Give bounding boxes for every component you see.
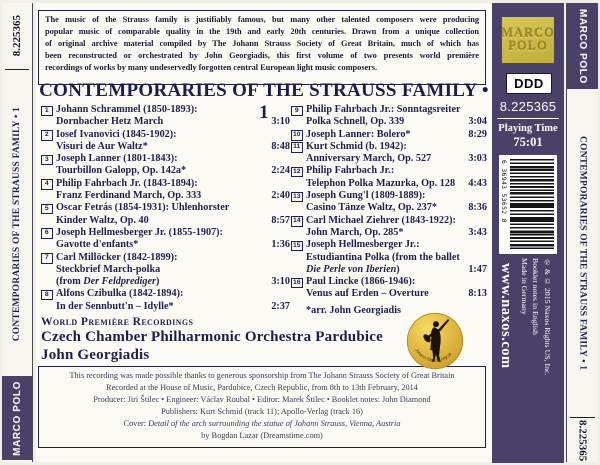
track-line <box>56 141 290 153</box>
track-line <box>56 239 290 251</box>
track-text <box>306 141 407 153</box>
track-line <box>306 288 487 300</box>
catalog-number: 8.225365 <box>576 419 589 462</box>
track-line <box>56 165 290 177</box>
text-segment: by Bogdan Lazar (Dreamstime.com) <box>201 430 323 440</box>
naxos-website: www.naxos.com <box>498 263 514 369</box>
track-text <box>56 215 149 227</box>
track-line <box>56 129 290 141</box>
track-number-box: 12 <box>291 167 303 178</box>
text-segment: Tourbillon Galopp, Op. 142a* <box>56 165 187 177</box>
right-info-panel <box>492 3 564 463</box>
credit-line <box>39 418 485 430</box>
track-line <box>306 190 487 202</box>
track-line <box>306 264 487 276</box>
track-line <box>306 276 487 288</box>
stamp-url-text: Johann-Strauss.org.uk <box>414 347 453 363</box>
track-item <box>41 178 290 203</box>
track-text <box>56 165 186 177</box>
logo-line-2: POLO <box>508 39 548 53</box>
track-time: 1:36 <box>271 239 290 251</box>
track-text <box>56 178 198 190</box>
track-item <box>291 276 487 301</box>
italic-text: Der Feldprediger <box>83 276 156 288</box>
text-segment: Alfons Czibulka (1842-1894): <box>56 288 184 300</box>
track-time: 8:48 <box>271 140 290 152</box>
track-item <box>291 190 487 215</box>
barcode <box>499 155 557 254</box>
track-text <box>56 252 177 264</box>
track-text <box>306 190 425 202</box>
left-spine <box>2 3 33 462</box>
track-number-box: 15 <box>291 241 303 252</box>
track-number-box: 13 <box>291 192 303 203</box>
track-text <box>56 190 201 202</box>
track-number-box: 3 <box>41 155 53 166</box>
track-column-right <box>291 104 487 316</box>
track-text <box>306 252 460 264</box>
booklet-note: Booklet notes in English <box>531 258 540 335</box>
text-segment: Steckbrief March-polka <box>56 263 161 275</box>
made-in-note: Made in Germany <box>520 258 529 315</box>
track-text <box>306 165 394 177</box>
text-segment: Iosef Ivanovici (1845-1902): <box>56 128 177 140</box>
track-item <box>291 215 487 240</box>
text-segment: ) <box>396 263 400 275</box>
text-segment: Kurt Schmid (b. 1942): <box>306 140 407 152</box>
italic-text: Detail of the arch surrounding the statue of Johann Strauss, Vienna, Austria <box>148 418 401 428</box>
logo-line-1: MARCO <box>501 26 555 40</box>
italic-text: Die Perle von Iberien <box>306 263 397 275</box>
text-segment: In der Sennbutt'n – Idylle* <box>56 300 174 312</box>
track-text <box>56 104 198 116</box>
track-item <box>291 104 487 129</box>
text-segment: Gavotte d'enfants* <box>56 239 139 251</box>
text-segment: Telephon Polka Mazurka, Op. 128 <box>306 177 456 189</box>
track-line <box>56 178 290 190</box>
credits-box <box>38 366 486 448</box>
track-time: 3:10 <box>271 116 290 128</box>
text-segment: Dornbacher Hetz March <box>56 116 164 128</box>
track-time: 8:36 <box>468 202 487 214</box>
track-line <box>306 178 487 190</box>
track-text <box>306 227 403 239</box>
left-spine-catalog-cell <box>2 5 32 67</box>
track-item <box>291 129 487 141</box>
track-text <box>306 104 461 116</box>
track-item <box>41 129 290 154</box>
catalog-number: 8.225365 <box>499 99 557 114</box>
track-text <box>56 288 183 300</box>
track-number-box: 8 <box>41 290 53 301</box>
right-spine <box>566 3 598 462</box>
track-item <box>291 141 487 166</box>
text-segment: (from <box>56 276 84 288</box>
track-number-box: 4 <box>41 179 53 190</box>
track-time: 1:47 <box>468 263 487 275</box>
track-text <box>56 116 163 128</box>
track-item <box>291 239 487 276</box>
track-number-box: 5 <box>41 204 53 215</box>
text-segment: Joseph Lanner (1801-1843): <box>56 153 178 165</box>
track-line <box>56 252 290 264</box>
track-text <box>306 276 415 288</box>
track-time: 4:43 <box>468 177 487 189</box>
track-item <box>41 153 290 178</box>
track-line <box>306 141 487 153</box>
track-number-box: 6 <box>41 228 53 239</box>
track-line <box>306 215 487 227</box>
track-item <box>41 252 290 289</box>
right-spine-catalog-cell <box>567 419 598 462</box>
text-segment: Philip Fahrbach Jr.: Sonntagsreiter <box>306 104 461 115</box>
track-text <box>306 288 429 300</box>
track-text <box>306 215 456 227</box>
credit-line <box>39 382 485 394</box>
track-text <box>56 141 148 153</box>
track-text <box>306 153 431 165</box>
playing-time-value: 75:01 <box>513 135 543 149</box>
track-number-box: 10 <box>291 130 303 141</box>
text-segment: ) <box>155 276 160 288</box>
intro-line: popular music of comparable quality in the 19th and early 20th centuries. Drawn from a unique collection <box>45 27 479 37</box>
marco-polo-gold-logo <box>502 17 554 63</box>
track-text <box>56 202 229 214</box>
track-column-left <box>41 104 290 313</box>
track-time: 8:13 <box>468 288 487 300</box>
track-number-box: 16 <box>291 278 303 289</box>
track-line <box>56 104 290 116</box>
track-line <box>306 153 487 165</box>
track-line <box>306 165 487 177</box>
track-line <box>56 116 290 128</box>
text-segment: Joseph Lanner: Bolero* <box>306 128 411 140</box>
text-segment: Franz Ferdinand March, Op. 333 <box>56 190 202 202</box>
text-segment: Polka Schnell, Op. 339 <box>306 116 405 128</box>
right-spine-title-cell <box>567 91 598 415</box>
track-time: 8:29 <box>468 128 487 140</box>
right-spine-brand-block <box>567 3 598 89</box>
track-line <box>56 264 290 276</box>
track-line <box>306 202 487 214</box>
track-text <box>56 239 138 251</box>
text-segment: Producer: Jiri Štilec • Engineer: Václav Roubal • Editor: Marek Štilec • Booklet notes: John Diamond <box>93 394 431 404</box>
barcode-digits: 6 36943 53652 0 <box>500 160 507 223</box>
track-text <box>56 264 160 276</box>
text-segment: Casino Tänze Waltz, Op. 237* <box>306 202 437 214</box>
track-text <box>306 116 404 128</box>
track-time: 2:40 <box>271 190 290 202</box>
track-number-box: 9 <box>291 106 303 117</box>
track-line <box>306 252 487 264</box>
track-line <box>306 104 487 116</box>
track-line <box>56 227 290 239</box>
barcode-bars <box>510 159 554 250</box>
text-segment: Publishers: Kurt Schmid (track 11); Apollo-Verlag (track 16) <box>161 406 363 416</box>
text-segment: Philip Fahrbach Jr.: <box>306 165 395 177</box>
track-text <box>306 178 455 190</box>
text-segment: Kinder Waltz, Op. 40 <box>56 214 149 226</box>
text-segment: Venus auf Erden – Overture <box>306 288 429 300</box>
text-segment: Johann Schrammel (1850-1893): <box>56 104 198 115</box>
divider <box>5 69 29 70</box>
orchestra-name: Czech Chamber Philharmonic Orchestra Pardubice <box>41 329 383 345</box>
text-segment: Joseph Gung'l (1809-1889): <box>306 190 426 202</box>
track-item <box>41 227 290 252</box>
text-segment: This recording was made possible thanks to generous sponsorship from The Johann Strauss Society of Great Britain <box>69 371 455 380</box>
track-text <box>56 153 178 165</box>
track-number-box: 7 <box>41 253 53 264</box>
credit-line <box>39 430 485 442</box>
track-line <box>306 227 487 239</box>
johann-strauss-society-stamp-icon <box>406 312 464 370</box>
intro-line: recordings of works by many undeservedly forgotten central European light music composers. <box>45 63 378 73</box>
text-segment: Oscar Fetrás (1854-1931): Uhlenhorster <box>56 202 230 214</box>
marco-polo-logo: MARCO POLO <box>577 8 588 84</box>
track-item <box>41 288 290 313</box>
arranger-note: *arr. John Georgiadis <box>306 304 401 316</box>
track-time: 3:43 <box>468 226 487 238</box>
text-segment: Paul Lincke (1866-1946): <box>306 276 416 288</box>
text-segment: Philip Fahrbach Jr. (1843-1894): <box>56 177 198 189</box>
catalog-number: 8.225365 <box>11 15 23 57</box>
track-text <box>56 301 174 313</box>
intro-line: been reconstructed or orchestrated by John Georgiadis, this first volume of two presents world première <box>45 51 479 61</box>
credit-line <box>39 394 485 406</box>
track-number-box: 1 <box>41 106 53 117</box>
ddd-badge: DDD <box>506 73 552 94</box>
premiere-note: World Première Recordings <box>41 316 194 328</box>
track-time: 8:57 <box>271 214 290 226</box>
marco-polo-logo: MARCO POLO <box>11 380 23 456</box>
copyright-notice: ℗ & © 2015 Naxos Rights US, Inc. <box>543 258 552 376</box>
divider <box>497 118 559 119</box>
track-line <box>56 288 290 300</box>
track-item <box>41 104 290 129</box>
text-segment: John March, Op. 285* <box>306 226 404 238</box>
track-text <box>306 129 411 141</box>
track-text <box>56 227 223 239</box>
track-line <box>56 202 290 214</box>
track-line <box>56 276 290 288</box>
track-line <box>306 129 487 141</box>
track-line <box>56 301 290 313</box>
text-segment: Anniversary March, Op. 527 <box>306 153 432 165</box>
credit-line <box>39 406 485 418</box>
track-line <box>56 153 290 165</box>
album-title: CONTEMPORARIES OF THE STRAUSS FAMILY • 1 <box>12 106 22 342</box>
track-line <box>306 116 487 128</box>
track-text <box>56 129 177 141</box>
text-segment: Carl Michael Ziehrer (1843-1922): <box>306 214 456 226</box>
track-text <box>56 276 159 288</box>
page-title: CONTEMPORARIES OF THE STRAUSS FAMILY • 1 <box>39 80 489 123</box>
track-line <box>306 239 487 251</box>
intro-box <box>38 10 486 85</box>
track-item <box>41 202 290 227</box>
track-line <box>56 190 290 202</box>
text-segment: Recorded at the House of Music, Pardubice, Czech Republic, from 8th to 13th February, 2014 <box>106 382 418 392</box>
track-number-box: 14 <box>291 216 303 227</box>
track-time: 3:03 <box>468 153 487 165</box>
text-segment: Estudiantina Polka (from the ballet <box>306 251 460 263</box>
main-content <box>36 3 492 462</box>
album-title: CONTEMPORARIES OF THE STRAUSS FAMILY • 1 <box>577 135 588 371</box>
text-segment: Visuri de Aur Waltz* <box>56 140 148 152</box>
text-segment: Cover: <box>123 418 149 428</box>
track-line <box>56 215 290 227</box>
left-spine-brand-block <box>2 376 32 460</box>
track-text <box>306 264 400 276</box>
text-segment: Carl Millöcker (1842-1899): <box>56 251 178 263</box>
playing-time-label: Playing Time <box>498 123 558 134</box>
text-segment: Joseph Hellmesberger Jr.: <box>306 239 420 251</box>
conductor-name: John Georgiadis <box>41 347 150 363</box>
track-text <box>306 239 419 251</box>
track-time: 2:37 <box>271 300 290 312</box>
credit-line <box>39 370 485 382</box>
track-time: 3:04 <box>468 116 487 128</box>
track-number-box: 2 <box>41 130 53 141</box>
text-segment: Joseph Hellmesberger Jr. (1855-1907): <box>56 226 223 238</box>
intro-line: The music of the Strauss family is justifiably famous, but many other talented composers were producing <box>45 15 479 24</box>
track-time: 3:10 <box>271 276 290 288</box>
track-time: 2:24 <box>271 165 290 177</box>
track-number-box: 11 <box>291 142 303 153</box>
left-spine-title-cell <box>2 72 32 376</box>
divider <box>570 417 595 418</box>
track-item <box>291 165 487 190</box>
intro-line: of original archive material compiled by The Johann Strauss Society of Great Britain, much of which has <box>45 39 479 49</box>
track-text <box>306 202 437 214</box>
